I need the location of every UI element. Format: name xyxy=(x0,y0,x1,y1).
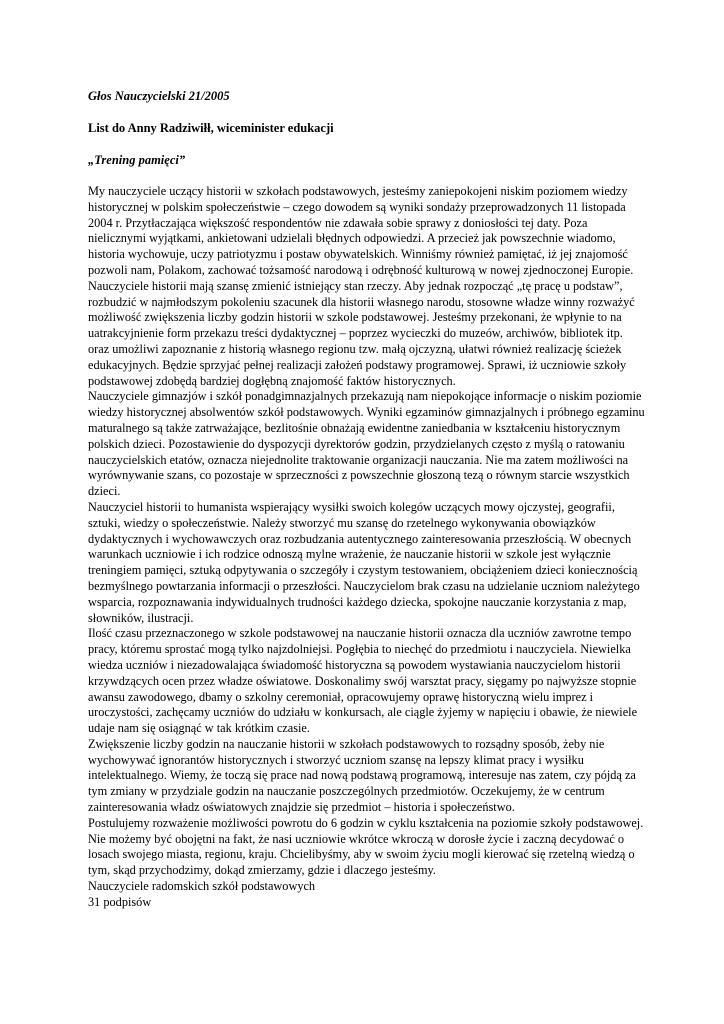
text-line: pozwoli nam, Polakom, zachować tożsamość narodową i odrębność kulturową w nowej zjednoczonej Europie. xyxy=(88,262,634,277)
paragraph-container xyxy=(88,184,648,879)
signature-line: Nauczyciele radomskich szkół podstawowych xyxy=(88,879,316,894)
text-line: zainteresowania władz oświatowych znajdzie się przedmiot – historia i społeczeństwo. xyxy=(88,800,515,815)
text-line: oraz umożliwi zapoznanie z historią własnego regionu tzw. małą ojczyzną, ułatwi również realizację ścieżek xyxy=(88,341,622,356)
text-line: maturalnego są także zatrważające, bezlitośnie obnażają ewidentne zaniedbania w kształceniu historycznym xyxy=(88,420,621,435)
text-line: tym zmiany w przydziale godzin na nauczanie poszczególnych przedmiotów. Oczekujemy, że w centrum xyxy=(88,784,605,799)
text-line: dzieci. xyxy=(88,484,121,499)
text-line: udaje nam się osiągnąć w tak krótkim czasie. xyxy=(88,721,310,736)
text-line: tym, skąd przychodzimy, dokąd zmierzamy, gdzie i dlaczego jesteśmy. xyxy=(88,863,436,878)
letter-title: List do Anny Radziwiłł, wiceminister edukacji xyxy=(88,121,334,135)
text-line: My nauczyciele uczący historii w szkołach podstawowych, jesteśmy zaniepokojeni niskim poziomem wiedzy xyxy=(88,184,628,198)
text-line: wychowywać ignorantów historycznych i stworzyć uczniom szansę na lepszy klimat pracy i wysiłku xyxy=(88,752,584,767)
text-line: edukacyjnych. Będzie sprzyjać pełnej realizacji założeń podstawy programowej. Sprawi, iż uczniowie szkoły xyxy=(88,357,627,372)
essay-title: „Trening pamięci” xyxy=(88,153,186,167)
body-paragraph xyxy=(88,184,648,389)
text-line: polskich dzieci. Pozostawienie do dyspozycji dyrektorów godzin, przydzielanych często z myślą o ratowaniu xyxy=(88,436,625,451)
text-line: nauczycielskich etatów, oznacza niejednolite traktowanie organizacji nauczania. Nie ma zatem możliwości na xyxy=(88,452,629,467)
text-line: krzywdzących ocen przez władze oświatowe. Doskonalimy swój warsztat pracy, sięgamy po najwyższe stopnie xyxy=(88,673,637,688)
text-line: Ilość czasu przeznaczonego w szkole podstawowej na nauczanie historii oznacza dla uczniów zawrotne tempo xyxy=(88,626,632,641)
text-line: Zwiększenie liczby godzin na nauczanie historii w szkołach podstawowych to rozsądny sposób, żeby nie xyxy=(88,736,605,751)
text-line: wiedza uczniów i niezadowalająca świadomość historyczna są powodem wystawiania nauczycielom historii xyxy=(88,657,621,672)
source-citation: Głos Nauczycielski 21/2005 xyxy=(88,89,230,103)
body-paragraph xyxy=(88,816,648,879)
text-line: bezmyślnego powtarzania informacji o przeszłości. Nauczycielom brak czasu na udzielanie uczniom należytego xyxy=(88,578,640,593)
text-line: 2004 r. Przytłaczająca większość respondentów nie zdawała sobie sprawy z doniosłości tej daty. Poza xyxy=(88,215,588,230)
text-line: rozbudzić w najmłodszym pokoleniu szacunek dla historii własnego narodu, stosowne władze winny rozważyć xyxy=(88,294,635,309)
body-paragraph xyxy=(88,626,648,737)
text-line: warunkach uczniowie i ich rodzice odnoszą mylne wrażenie, że nauczanie historii w szkole jest wyłącznie xyxy=(88,547,611,562)
text-line: dydaktycznych i wychowawczych oraz rozbudzania autentycznego zainteresowania przeszłością. W obecnych xyxy=(88,531,632,546)
body-paragraph xyxy=(88,500,648,626)
text-line: Postulujemy rozważenie możliwości powrotu do 6 godzin w cyklu kształcenia na poziomie szkoły podstawowej. xyxy=(88,815,644,830)
text-line: pracy, któremu sprostać mogą tylko najzdolniejsi. Pogłębia to niechęć do przedmiotu i nauczyciela. Niewielka xyxy=(88,642,631,657)
text-line: możliwość zwiększenia liczby godzin historii w szkole podstawowej. Jesteśmy przekonani, że wpłynie to na xyxy=(88,310,622,325)
text-line: uroczystości, zachęcamy uczniów do udziału w konkursach, ale ciągle żyjemy w napięciu i obawie, że niewiele xyxy=(88,705,638,720)
text-line: Nauczyciele historii mają szansę zmienić istniejący stan rzeczy. Aby jednak rozpocząć „tę pracę u podstaw”, xyxy=(88,278,623,293)
body-paragraph xyxy=(88,389,648,500)
text-line: awansu zawodowego, dbamy o szkolny ceremoniał, opracowujemy oprawę historyczną wielu imprez i xyxy=(88,689,594,704)
text-line: wsparcia, rozpoznawania indywidualnych trudności każdego dziecka, spokojne nauczanie korzystania z map, xyxy=(88,594,627,609)
body-paragraph xyxy=(88,737,648,816)
text-line: wyrównywanie szans, co pozostaje w sprzeczności z powszechnie głoszoną tezą o równym starcie wszystkich xyxy=(88,468,630,483)
text-line: sztuki, wiedzy o społeczeństwie. Należy stworzyć mu szansę do rzetelnego wykonywania obowiązków xyxy=(88,515,596,530)
text-line: Nie możemy być obojętni na fakt, że nasi uczniowie wkrótce wkroczą w dorosłe życie i zaczną decydować o xyxy=(88,831,625,846)
text-line: podstawowej zdobędą bardziej dogłębną znajomość faktów historycznych. xyxy=(88,373,456,388)
text-line: nielicznymi wyjątkami, ankietowani udzielali błędnych odpowiedzi. A przecież jak powszechnie wiadomo, xyxy=(88,231,616,246)
text-line: losach swojego miasta, regionu, kraju. Chcielibyśmy, aby w swoim życiu mogli kierować się rzetelną wiedzą o xyxy=(88,847,635,862)
signature-count: 31 podpisów xyxy=(88,894,152,909)
text-line: Nauczyciel historii to humanista wspierający wysiłki swoich kolegów uczących mowy ojczystej, geografii, xyxy=(88,499,615,514)
text-line: historycznej w polskim społeczeństwie – czego dowodem są wyniki sondaży przeprowadzonych 11 listopada xyxy=(88,199,626,214)
text-line: treningiem pamięci, sztuką odpytywania o szczegóły i czystym testowaniem, obciążeniem dzieci koniecznością xyxy=(88,563,638,578)
text-line: Nauczyciele gimnazjów i szkół ponadgimnazjalnych przekazują nam niepokojące informacje o niskim poziomie xyxy=(88,389,642,404)
text-line: intelektualnego. Wiemy, że toczą się prace nad nową podstawą programową, interesuje nas zatem, czy pójdą za xyxy=(88,768,636,783)
document-page xyxy=(88,88,648,911)
text-line: słowników, ilustracji. xyxy=(88,610,194,625)
text-line: wiedzy historycznej absolwentów szkół podstawowych. Wyniki egzaminów gimnazjalnych i próbnego egzaminu xyxy=(88,405,645,420)
text-line: historia wychowuje, uczy patriotyzmu i postaw obywatelskich. Winniśmy również pamiętać, iż jej znajomość xyxy=(88,247,628,262)
text-line: uatrakcyjnienie form przekazu treści dydaktycznej – poprzez wycieczki do muzeów, archiwów, bibliotek itp. xyxy=(88,326,623,341)
letter-body xyxy=(88,184,648,911)
